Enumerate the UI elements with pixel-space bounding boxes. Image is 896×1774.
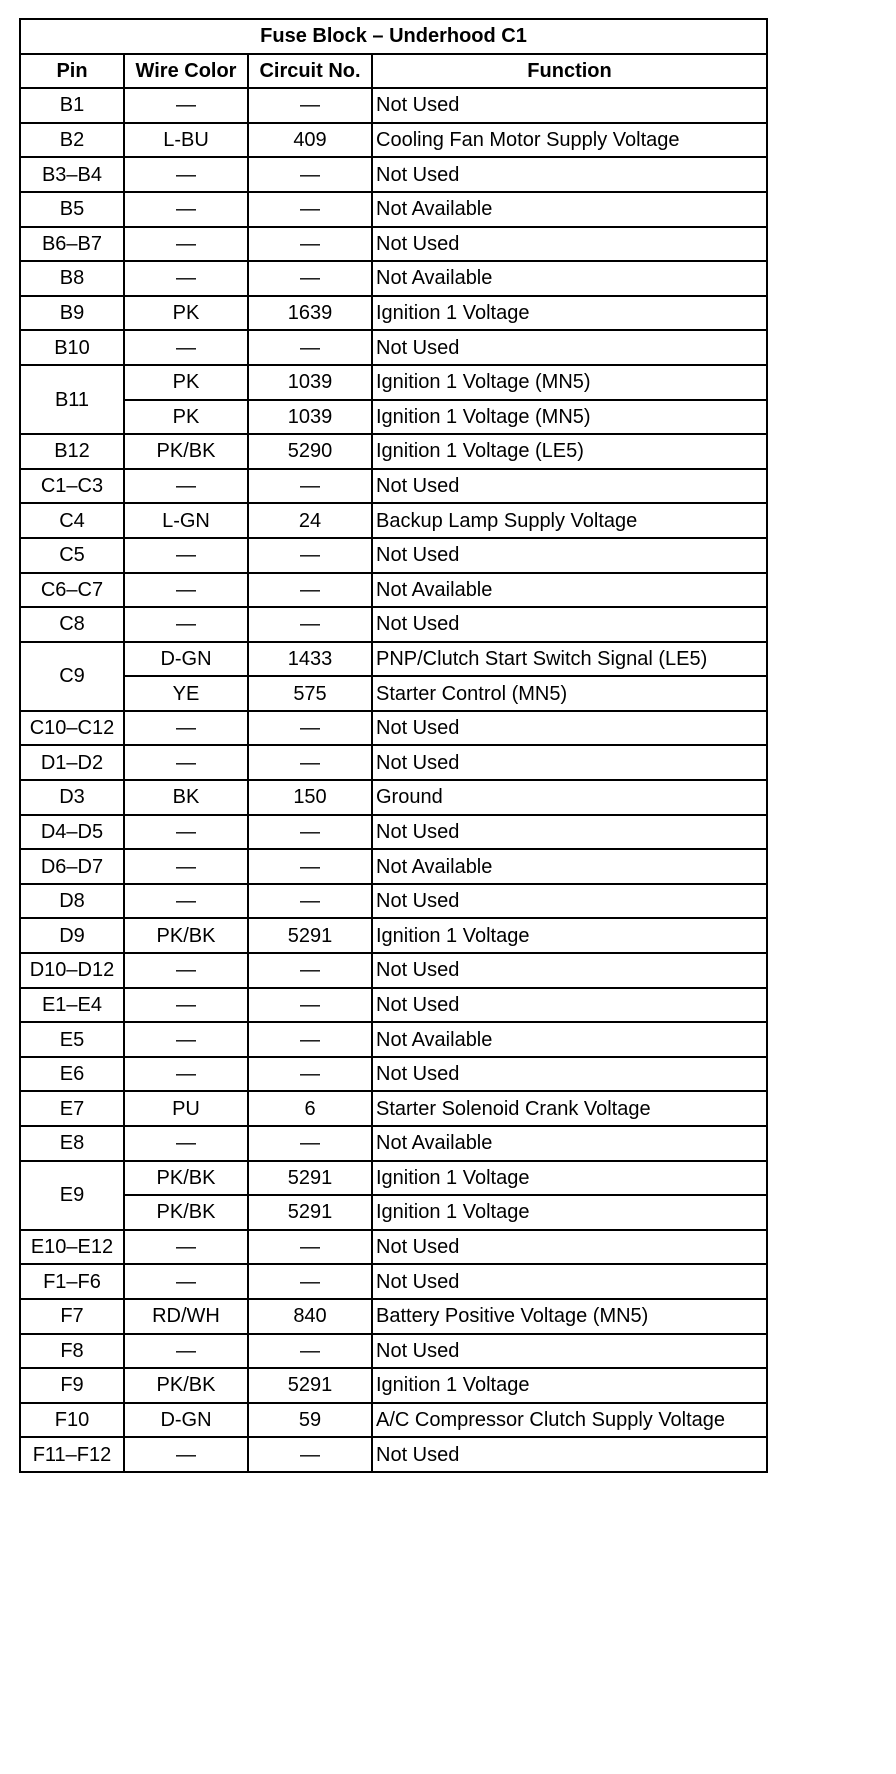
wire-color-cell: — xyxy=(124,607,248,642)
circuit-number-cell: 24 xyxy=(248,503,372,538)
table-row xyxy=(20,988,767,1023)
table-row xyxy=(20,884,767,919)
function-cell: Ignition 1 Voltage (LE5) xyxy=(372,434,767,469)
table-title: Fuse Block – Underhood C1 xyxy=(20,19,767,54)
circuit-number-cell: — xyxy=(248,884,372,919)
wire-color-cell: — xyxy=(124,1022,248,1057)
circuit-number-cell: — xyxy=(248,607,372,642)
wire-color-cell: — xyxy=(124,1126,248,1161)
circuit-number-cell: — xyxy=(248,1437,372,1472)
circuit-number-cell: 5291 xyxy=(248,918,372,953)
table-row xyxy=(20,1437,767,1472)
pin-cell: D4–D5 xyxy=(20,815,124,850)
function-cell: Not Used xyxy=(372,815,767,850)
wire-color-cell: L-GN xyxy=(124,503,248,538)
circuit-number-cell: — xyxy=(248,192,372,227)
function-cell: Ignition 1 Voltage xyxy=(372,296,767,331)
wire-color-cell: PK xyxy=(124,400,248,435)
pin-cell: F1–F6 xyxy=(20,1264,124,1299)
function-cell: Starter Solenoid Crank Voltage xyxy=(372,1091,767,1126)
wire-color-cell: — xyxy=(124,1334,248,1369)
pin-cell: D9 xyxy=(20,918,124,953)
circuit-number-cell: — xyxy=(248,1057,372,1092)
wire-color-cell: BK xyxy=(124,780,248,815)
table-row xyxy=(20,192,767,227)
circuit-number-cell: — xyxy=(248,1230,372,1265)
function-cell: Not Available xyxy=(372,573,767,608)
table-row xyxy=(20,538,767,573)
pin-cell: B5 xyxy=(20,192,124,227)
table-row xyxy=(20,1161,767,1196)
function-cell: Cooling Fan Motor Supply Voltage xyxy=(372,123,767,158)
pin-cell: D6–D7 xyxy=(20,849,124,884)
circuit-number-cell: 5291 xyxy=(248,1161,372,1196)
table-row xyxy=(20,365,767,400)
pin-cell: B12 xyxy=(20,434,124,469)
circuit-number-cell: 59 xyxy=(248,1403,372,1438)
circuit-number-cell: — xyxy=(248,227,372,262)
circuit-number-cell: 840 xyxy=(248,1299,372,1334)
connector-table xyxy=(19,18,768,1473)
circuit-number-cell: 5290 xyxy=(248,434,372,469)
table-row xyxy=(20,1299,767,1334)
table-title-row xyxy=(20,19,767,54)
function-cell: Not Used xyxy=(372,953,767,988)
circuit-number-cell: — xyxy=(248,261,372,296)
pin-cell: B11 xyxy=(20,365,124,434)
table-row xyxy=(20,1057,767,1092)
table-row xyxy=(20,1368,767,1403)
pin-cell: E9 xyxy=(20,1161,124,1230)
wire-color-cell: — xyxy=(124,1057,248,1092)
table-row xyxy=(20,1126,767,1161)
wire-color-cell: D-GN xyxy=(124,642,248,677)
wire-color-cell: L-BU xyxy=(124,123,248,158)
column-header-pin: Pin xyxy=(20,54,124,89)
circuit-number-cell: — xyxy=(248,157,372,192)
wire-color-cell: — xyxy=(124,227,248,262)
table-row xyxy=(20,1403,767,1438)
function-cell: Not Available xyxy=(372,1022,767,1057)
table-row xyxy=(20,227,767,262)
pin-cell: E8 xyxy=(20,1126,124,1161)
column-header-function: Function xyxy=(372,54,767,89)
wire-color-cell: — xyxy=(124,884,248,919)
pin-cell: C6–C7 xyxy=(20,573,124,608)
table-row xyxy=(20,400,767,435)
circuit-number-cell: — xyxy=(248,538,372,573)
table-row xyxy=(20,1264,767,1299)
function-cell: Not Used xyxy=(372,227,767,262)
pin-cell: D3 xyxy=(20,780,124,815)
table-row xyxy=(20,434,767,469)
table-row xyxy=(20,1334,767,1369)
pin-cell: E7 xyxy=(20,1091,124,1126)
wire-color-cell: YE xyxy=(124,676,248,711)
pin-cell: C10–C12 xyxy=(20,711,124,746)
table-row xyxy=(20,1022,767,1057)
wire-color-cell: PK xyxy=(124,365,248,400)
circuit-number-cell: 409 xyxy=(248,123,372,158)
pin-cell: F9 xyxy=(20,1368,124,1403)
pin-cell: E5 xyxy=(20,1022,124,1057)
function-cell: PNP/Clutch Start Switch Signal (LE5) xyxy=(372,642,767,677)
function-cell: Starter Control (MN5) xyxy=(372,676,767,711)
function-cell: Not Available xyxy=(372,261,767,296)
table-row xyxy=(20,123,767,158)
function-cell: Ground xyxy=(372,780,767,815)
circuit-number-cell: 1433 xyxy=(248,642,372,677)
wire-color-cell: — xyxy=(124,849,248,884)
table-row xyxy=(20,745,767,780)
table-body xyxy=(20,88,767,1472)
table-row xyxy=(20,711,767,746)
wire-color-cell: PK/BK xyxy=(124,434,248,469)
function-cell: Not Used xyxy=(372,1057,767,1092)
pin-cell: E10–E12 xyxy=(20,1230,124,1265)
circuit-number-cell: 1039 xyxy=(248,365,372,400)
function-cell: Backup Lamp Supply Voltage xyxy=(372,503,767,538)
function-cell: Ignition 1 Voltage (MN5) xyxy=(372,400,767,435)
wire-color-cell: PU xyxy=(124,1091,248,1126)
wire-color-cell: — xyxy=(124,988,248,1023)
function-cell: Not Used xyxy=(372,1437,767,1472)
function-cell: Not Used xyxy=(372,745,767,780)
wire-color-cell: — xyxy=(124,573,248,608)
circuit-number-cell: 1039 xyxy=(248,400,372,435)
circuit-number-cell: 575 xyxy=(248,676,372,711)
function-cell: Not Used xyxy=(372,330,767,365)
function-cell: Not Used xyxy=(372,1334,767,1369)
function-cell: Not Used xyxy=(372,1230,767,1265)
wire-color-cell: — xyxy=(124,745,248,780)
wire-color-cell: — xyxy=(124,538,248,573)
pin-cell: E6 xyxy=(20,1057,124,1092)
function-cell: Not Available xyxy=(372,849,767,884)
pin-cell: B1 xyxy=(20,88,124,123)
pin-cell: D1–D2 xyxy=(20,745,124,780)
table-row xyxy=(20,1195,767,1230)
function-cell: Ignition 1 Voltage xyxy=(372,1368,767,1403)
circuit-number-cell: 6 xyxy=(248,1091,372,1126)
circuit-number-cell: 150 xyxy=(248,780,372,815)
circuit-number-cell: — xyxy=(248,1126,372,1161)
circuit-number-cell: — xyxy=(248,1334,372,1369)
table-row xyxy=(20,296,767,331)
pin-cell: F7 xyxy=(20,1299,124,1334)
pin-cell: D8 xyxy=(20,884,124,919)
circuit-number-cell: — xyxy=(248,953,372,988)
table-row xyxy=(20,1091,767,1126)
circuit-number-cell: — xyxy=(248,1022,372,1057)
pin-cell: B3–B4 xyxy=(20,157,124,192)
table-row xyxy=(20,642,767,677)
circuit-number-cell: — xyxy=(248,1264,372,1299)
function-cell: Not Available xyxy=(372,192,767,227)
pin-cell: C9 xyxy=(20,642,124,711)
table-row xyxy=(20,849,767,884)
pin-cell: C1–C3 xyxy=(20,469,124,504)
wire-color-cell: PK/BK xyxy=(124,1368,248,1403)
circuit-number-cell: — xyxy=(248,469,372,504)
table-row xyxy=(20,157,767,192)
table-row xyxy=(20,88,767,123)
column-header-wire-color: Wire Color xyxy=(124,54,248,89)
function-cell: Not Used xyxy=(372,988,767,1023)
function-cell: Ignition 1 Voltage (MN5) xyxy=(372,365,767,400)
circuit-number-cell: — xyxy=(248,711,372,746)
circuit-number-cell: — xyxy=(248,330,372,365)
pin-cell: C5 xyxy=(20,538,124,573)
wire-color-cell: PK xyxy=(124,296,248,331)
circuit-number-cell: — xyxy=(248,745,372,780)
pin-cell: D10–D12 xyxy=(20,953,124,988)
pin-cell: F11–F12 xyxy=(20,1437,124,1472)
table-row xyxy=(20,261,767,296)
wire-color-cell: — xyxy=(124,815,248,850)
function-cell: Not Used xyxy=(372,538,767,573)
wire-color-cell: — xyxy=(124,1230,248,1265)
function-cell: A/C Compressor Clutch Supply Voltage xyxy=(372,1403,767,1438)
function-cell: Not Available xyxy=(372,1126,767,1161)
function-cell: Battery Positive Voltage (MN5) xyxy=(372,1299,767,1334)
wire-color-cell: — xyxy=(124,261,248,296)
wire-color-cell: — xyxy=(124,711,248,746)
pin-cell: B2 xyxy=(20,123,124,158)
pin-cell: C8 xyxy=(20,607,124,642)
wire-color-cell: — xyxy=(124,469,248,504)
wire-color-cell: PK/BK xyxy=(124,1161,248,1196)
function-cell: Ignition 1 Voltage xyxy=(372,918,767,953)
pin-cell: C4 xyxy=(20,503,124,538)
function-cell: Not Used xyxy=(372,469,767,504)
pin-cell: B9 xyxy=(20,296,124,331)
wire-color-cell: D-GN xyxy=(124,1403,248,1438)
table-row xyxy=(20,780,767,815)
function-cell: Not Used xyxy=(372,884,767,919)
pin-cell: B6–B7 xyxy=(20,227,124,262)
pin-cell: F8 xyxy=(20,1334,124,1369)
pin-cell: F10 xyxy=(20,1403,124,1438)
wire-color-cell: RD/WH xyxy=(124,1299,248,1334)
circuit-number-cell: — xyxy=(248,849,372,884)
table-row xyxy=(20,1230,767,1265)
circuit-number-cell: — xyxy=(248,815,372,850)
wire-color-cell: — xyxy=(124,1264,248,1299)
pin-cell: B8 xyxy=(20,261,124,296)
table-row xyxy=(20,503,767,538)
function-cell: Ignition 1 Voltage xyxy=(372,1161,767,1196)
circuit-number-cell: — xyxy=(248,988,372,1023)
wire-color-cell: — xyxy=(124,157,248,192)
wire-color-cell: — xyxy=(124,953,248,988)
table-row xyxy=(20,815,767,850)
circuit-number-cell: 1639 xyxy=(248,296,372,331)
table-row xyxy=(20,330,767,365)
function-cell: Not Used xyxy=(372,607,767,642)
function-cell: Not Used xyxy=(372,711,767,746)
table-row xyxy=(20,953,767,988)
circuit-number-cell: — xyxy=(248,88,372,123)
wire-color-cell: PK/BK xyxy=(124,1195,248,1230)
wire-color-cell: PK/BK xyxy=(124,918,248,953)
function-cell: Ignition 1 Voltage xyxy=(372,1195,767,1230)
circuit-number-cell: — xyxy=(248,573,372,608)
table-row xyxy=(20,469,767,504)
wire-color-cell: — xyxy=(124,330,248,365)
pin-cell: B10 xyxy=(20,330,124,365)
wire-color-cell: — xyxy=(124,88,248,123)
circuit-number-cell: 5291 xyxy=(248,1368,372,1403)
circuit-number-cell: 5291 xyxy=(248,1195,372,1230)
table-header-row xyxy=(20,54,767,89)
table-row xyxy=(20,918,767,953)
function-cell: Not Used xyxy=(372,1264,767,1299)
function-cell: Not Used xyxy=(372,88,767,123)
column-header-circuit-no: Circuit No. xyxy=(248,54,372,89)
pin-cell: E1–E4 xyxy=(20,988,124,1023)
function-cell: Not Used xyxy=(372,157,767,192)
wire-color-cell: — xyxy=(124,1437,248,1472)
table-row xyxy=(20,607,767,642)
table-row xyxy=(20,676,767,711)
table-row xyxy=(20,573,767,608)
wire-color-cell: — xyxy=(124,192,248,227)
